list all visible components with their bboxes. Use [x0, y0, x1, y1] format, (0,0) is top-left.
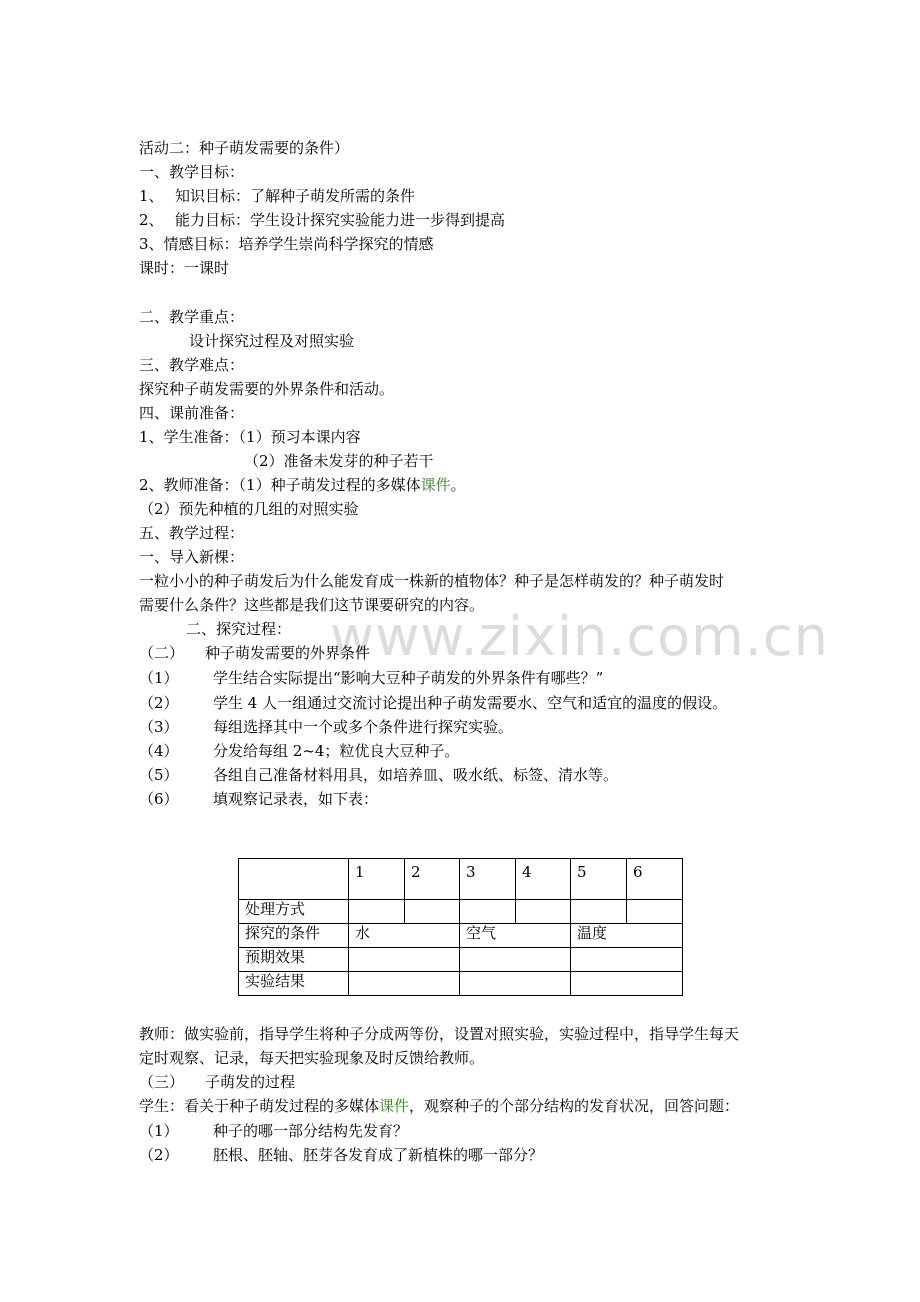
item-number: 1、: [139, 187, 164, 205]
student-task: [139, 1096, 739, 1116]
step-text: 填观察记录表，如下表：: [213, 790, 379, 808]
teacher-prep: [139, 475, 466, 495]
step-2: [139, 693, 727, 713]
item-text: 能力目标：学生设计探究实验能力进一步得到提高: [175, 211, 506, 229]
heading-key-points: 二、教学重点：: [139, 308, 245, 326]
table-cell: [460, 972, 571, 996]
step-4: [139, 741, 459, 761]
step-number: （6）: [139, 790, 179, 808]
item-number: 2、: [139, 211, 164, 229]
step-text: 学生结合实际提出“影响大豆种子萌发的外界条件有哪些？”: [213, 669, 604, 687]
table-cell: [460, 948, 571, 972]
step-text: 各组自己准备材料用具，如培养皿、吸水纸、标签、清水等。: [213, 766, 619, 784]
objective-emotion: 3、情感目标：培养学生崇尚科学探究的情感: [139, 235, 434, 253]
step-text: 分发给每组 2~4；粒优良大豆种子。: [213, 742, 460, 760]
activity-title: 活动二：种子萌发需要的条件）: [139, 139, 350, 157]
student-task-text-2: ，观察种子的个部分结构的发育状况，回答问题：: [409, 1097, 740, 1115]
section-number: （二）: [139, 644, 185, 662]
student-prep-2: （2）准备未发芽的种子若干: [244, 452, 434, 470]
question-1: [139, 1121, 408, 1141]
column-header: 6: [627, 859, 683, 900]
intro-text-2: 需要什么条件？这些都是我们这节课要研究的内容。: [139, 596, 485, 614]
table-row: [239, 948, 683, 972]
section-two: [139, 643, 370, 663]
teacher-instruction-1: 教师：做实验前，指导学生将种子分成两等份，设置对照实验，实验过程中，指导学生每天: [139, 1025, 740, 1043]
table-cell: [349, 972, 460, 996]
row-label: 预期效果: [239, 948, 349, 972]
key-point-text: 设计探究过程及对照实验: [189, 332, 355, 350]
heading-intro: 一、导入新棵：: [139, 548, 245, 566]
student-task-text: 学生：看关于种子萌发过程的多媒体: [139, 1097, 380, 1115]
step-3: [139, 717, 513, 737]
condition-air: 空气: [460, 924, 571, 948]
step-number: （2）: [139, 694, 179, 712]
step-1: [139, 668, 603, 688]
table-cell: [405, 900, 460, 924]
step-number: （5）: [139, 766, 179, 784]
objective-knowledge: [139, 186, 415, 206]
row-label: 实验结果: [239, 972, 349, 996]
section-three: [139, 1072, 295, 1092]
table-cell: [571, 972, 683, 996]
table-row: [239, 924, 683, 948]
period: 。: [450, 476, 466, 494]
question-text: 胚根、胚轴、胚芽各发育成了新植株的哪一部分？: [213, 1146, 544, 1164]
class-hours: 课时：一课时: [139, 259, 230, 277]
question-2: [139, 1145, 543, 1165]
question-number: （1）: [139, 1122, 179, 1140]
table-cell: [627, 900, 683, 924]
table-row: [239, 972, 683, 996]
heading-difficulties: 三、教学难点：: [139, 356, 245, 374]
table-cell: [571, 948, 683, 972]
observation-table: [238, 858, 683, 996]
courseware-link[interactable]: 课件: [379, 1097, 410, 1115]
table-cell: [460, 900, 516, 924]
section-text: 种子萌发需要的外界条件: [205, 644, 371, 662]
row-label: 处理方式: [239, 900, 349, 924]
row-label: 探究的条件: [239, 924, 349, 948]
section-number: （三）: [139, 1073, 185, 1091]
objective-ability: [139, 210, 505, 230]
column-header: 4: [516, 859, 571, 900]
column-header: 3: [460, 859, 516, 900]
table-cell: [349, 948, 460, 972]
step-number: （4）: [139, 742, 179, 760]
question-text: 种子的哪一部分结构先发育？: [213, 1122, 409, 1140]
item-text: 知识目标：了解种子萌发所需的条件: [175, 187, 416, 205]
step-6: [139, 789, 378, 809]
table-cell: [571, 900, 627, 924]
table-header-row: [239, 859, 683, 900]
column-header: 5: [571, 859, 627, 900]
column-header: 2: [405, 859, 460, 900]
courseware-link[interactable]: 课件: [420, 476, 451, 494]
table-cell: [239, 859, 349, 900]
difficulty-text: 探究种子萌发需要的外界条件和活动。: [139, 380, 395, 398]
condition-temperature: 温度: [571, 924, 683, 948]
heading-process: 五、教学过程：: [139, 524, 245, 542]
step-text: 每组选择其中一个或多个条件进行探究实验。: [213, 718, 514, 736]
heading-explore: 二、探究过程：: [186, 620, 292, 638]
column-header: 1: [349, 859, 405, 900]
table-cell: [349, 900, 405, 924]
table-row: [239, 900, 683, 924]
table-cell: [516, 900, 571, 924]
section-text: 子萌发的过程: [205, 1073, 296, 1091]
step-number: （3）: [139, 718, 179, 736]
condition-water: 水: [349, 924, 460, 948]
step-number: （1）: [139, 669, 179, 687]
question-number: （2）: [139, 1146, 179, 1164]
step-5: [139, 765, 618, 785]
teacher-instruction-2: 定时观察、记录，每天把实验现象及时反馈给教师。: [139, 1049, 485, 1067]
teacher-prep-text: 2、教师准备：（1）种子萌发过程的多媒体: [139, 476, 421, 494]
heading-objectives: 一、教学目标：: [139, 163, 245, 181]
student-prep: 1、学生准备：（1）预习本课内容: [139, 428, 361, 446]
intro-text-1: 一粒小小的种子萌发后为什么能发育成一株新的植物体？种子是怎样萌发的？种子萌发时: [139, 572, 725, 590]
teacher-prep-2: （2）预先种植的几组的对照实验: [139, 500, 359, 518]
heading-preparation: 四、课前准备：: [139, 404, 245, 422]
watermark: www.zixin.com.cn: [330, 605, 829, 668]
step-text: 学生 4 人一组通过交流讨论提出种子萌发需要水、空气和适宜的温度的假设。: [213, 694, 728, 712]
